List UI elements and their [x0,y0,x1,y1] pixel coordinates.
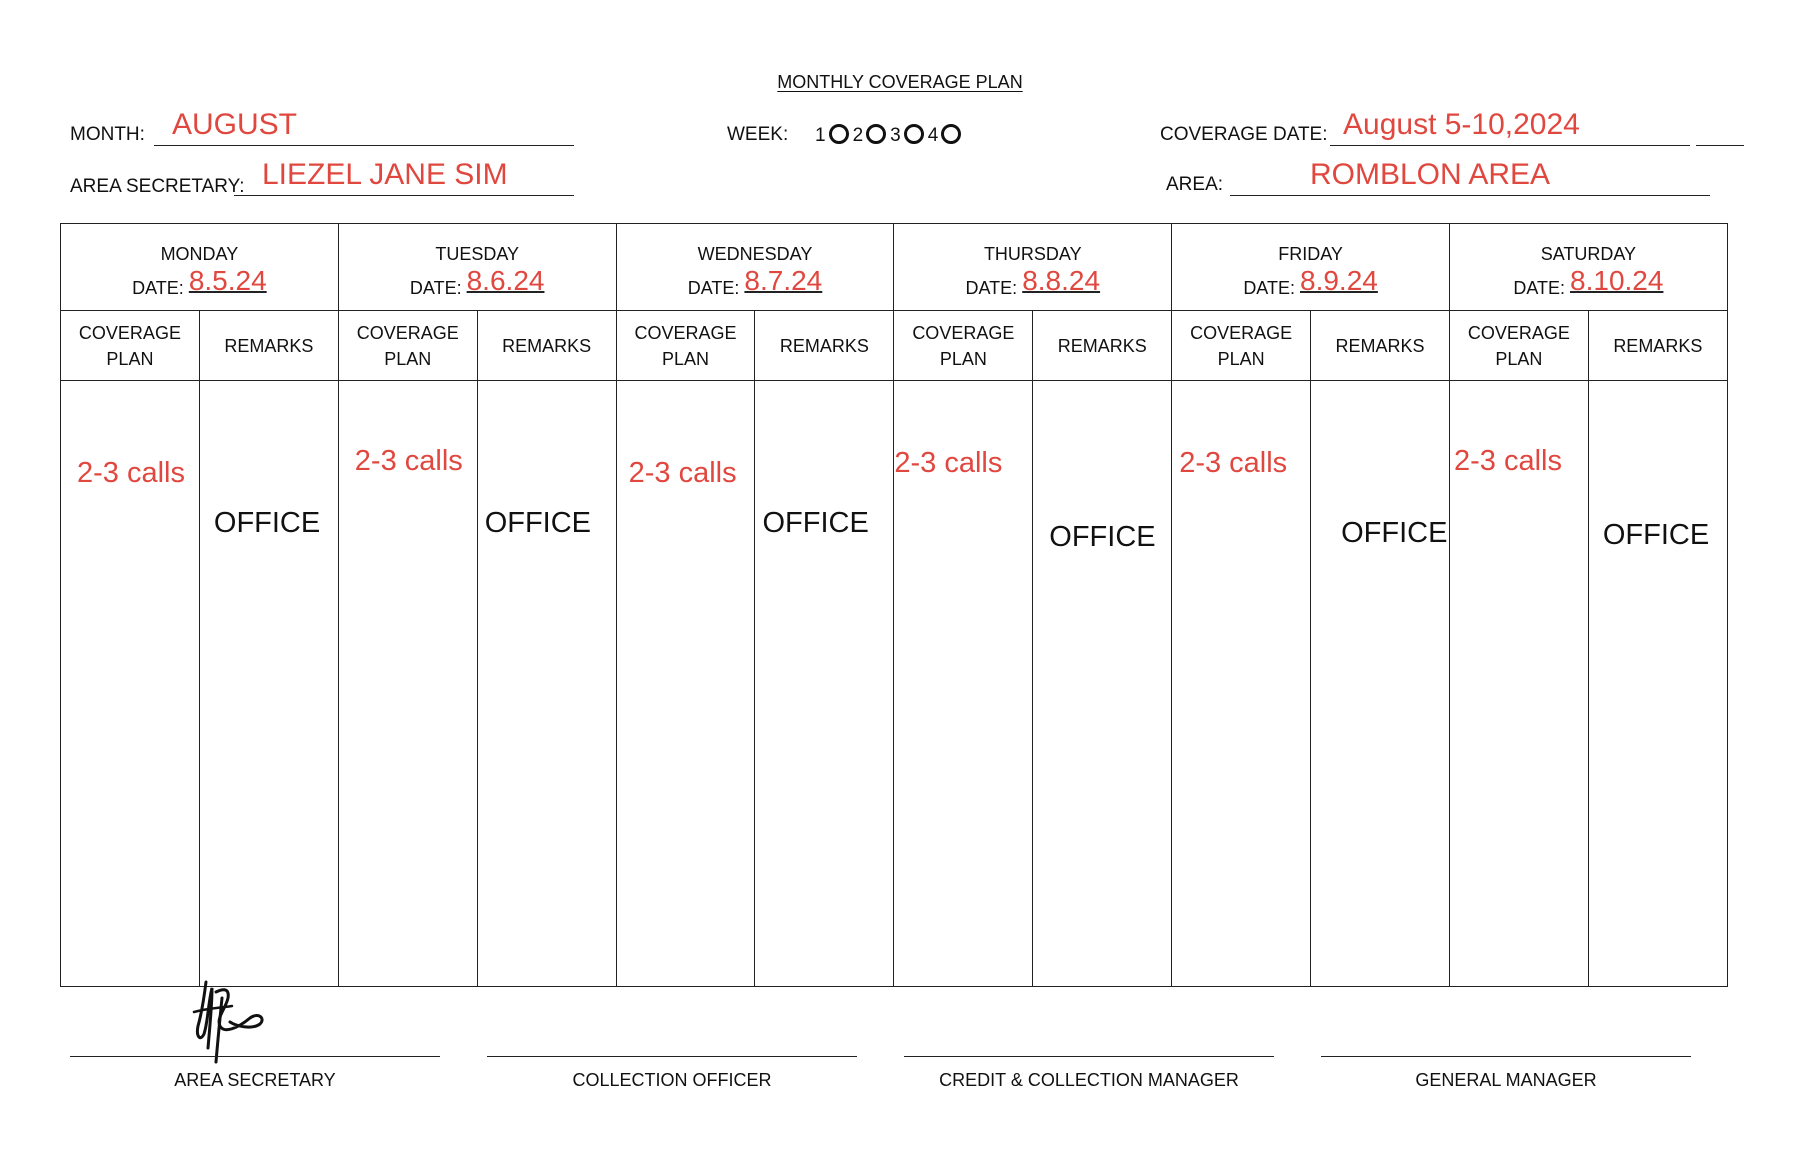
day-name: FRIDAY [1278,244,1343,264]
column-header-row [61,311,1728,381]
date-label: DATE: [965,278,1018,298]
coverage-plan-header: COVERAGE PLAN [1449,311,1588,381]
date-label: DATE: [132,278,184,298]
day-header-row [61,224,1728,311]
day-header-thursday [894,224,1172,311]
collection-officer-signature-line[interactable] [487,1056,857,1057]
general-manager-signature-label: GENERAL MANAGER [1415,1070,1597,1090]
coverage-plan-header: COVERAGE PLAN [61,311,200,381]
date-value-thursday[interactable]: 8.8.24 [1022,265,1101,296]
remarks-text: OFFICE [1049,521,1156,553]
remarks-header: REMARKS [1311,311,1450,381]
month-label: MONTH: [70,124,145,145]
coverage-plan-header: COVERAGE PLAN [616,311,755,381]
week-option-4-label: 4 [927,125,939,146]
date-label: DATE: [1513,278,1565,298]
month-field-line [154,145,574,146]
week-options [815,124,965,147]
remarks-header: REMARKS [199,311,338,381]
area-secretary-signature-label: AREA SECRETARY [174,1070,336,1090]
remarks-cell-saturday[interactable] [1588,381,1727,987]
coverage-date-value[interactable]: August 5-10,2024 [1343,108,1580,141]
day-name: THURSDAY [983,244,1082,264]
coverage-text: 2-3 calls [354,445,463,477]
credit-collection-manager-signature-line[interactable] [904,1056,1274,1057]
remarks-text: OFFICE [213,507,321,539]
date-label: DATE: [1243,278,1295,298]
coverage-date-field-line [1330,145,1690,146]
remarks-cell-friday[interactable] [1311,381,1450,987]
coverage-cell-saturday[interactable] [1449,381,1588,987]
date-value-tuesday[interactable]: 8.6.24 [466,265,545,296]
coverage-cell-thursday[interactable] [894,381,1033,987]
month-value[interactable]: AUGUST [172,108,298,141]
date-label: DATE: [687,278,740,298]
day-header-tuesday [338,224,616,311]
coverage-cell-tuesday[interactable] [338,381,477,987]
remarks-cell-wednesday[interactable] [755,381,894,987]
remarks-header: REMARKS [755,311,894,381]
date-label: DATE: [409,278,462,298]
day-name: TUESDAY [435,244,520,264]
coverage-cell-friday[interactable] [1172,381,1311,987]
coverage-text: 2-3 calls [1453,445,1562,477]
coverage-text: 2-3 calls [628,457,737,489]
general-manager-signature-line[interactable] [1321,1056,1691,1057]
date-line [1450,265,1727,301]
area-secretary-field-line [234,195,574,196]
area-secretary-label: AREA SECRETARY: [70,176,245,197]
plan-body-row [61,381,1728,987]
date-line [894,265,1171,301]
remarks-cell-monday[interactable] [199,381,338,987]
coverage-date-extra-line [1696,145,1744,146]
week-label: WEEK: [727,124,789,145]
date-line [339,265,616,301]
week-4-radio[interactable] [941,124,961,144]
remarks-header: REMARKS [477,311,616,381]
date-value-saturday[interactable]: 8.10.24 [1570,265,1664,296]
remarks-header: REMARKS [1033,311,1172,381]
coverage-text: 2-3 calls [1179,447,1288,479]
day-name: SATURDAY [1540,244,1637,264]
day-name: WEDNESDAY [697,244,813,264]
collection-officer-signature-label: COLLECTION OFFICER [572,1070,772,1090]
area-label: AREA: [1166,174,1224,195]
date-line [617,265,894,301]
form-title: MONTHLY COVERAGE PLAN [777,72,1023,92]
remarks-text: OFFICE [1341,517,1448,549]
day-name: MONDAY [160,244,239,264]
day-header-saturday [1449,224,1727,311]
day-header-wednesday [616,224,894,311]
remarks-cell-thursday[interactable] [1033,381,1172,987]
remarks-header: REMARKS [1588,311,1727,381]
credit-collection-manager-signature-label: CREDIT & COLLECTION MANAGER [939,1070,1239,1090]
day-header-monday [61,224,339,311]
date-value-monday[interactable]: 8.5.24 [188,265,267,296]
coverage-date-label: COVERAGE DATE: [1160,124,1328,145]
week-1-radio[interactable] [829,124,849,144]
day-header-friday [1172,224,1450,311]
week-option-3-label: 3 [890,125,901,146]
coverage-plan-table [60,223,1728,987]
date-line [1172,265,1449,301]
area-field-line [1230,195,1710,196]
coverage-plan-header: COVERAGE PLAN [338,311,477,381]
remarks-cell-tuesday[interactable] [477,381,616,987]
area-secretary-value[interactable]: LIEZEL JANE SIM [262,158,508,191]
remarks-text: OFFICE [484,507,592,539]
coverage-plan-header: COVERAGE PLAN [1172,311,1311,381]
area-value[interactable]: ROMBLON AREA [1310,158,1551,191]
coverage-plan-header: COVERAGE PLAN [894,311,1033,381]
remarks-text: OFFICE [1602,519,1710,551]
coverage-cell-wednesday[interactable] [616,381,755,987]
remarks-text: OFFICE [762,507,869,539]
date-value-friday[interactable]: 8.9.24 [1300,265,1378,296]
week-option-2-label: 2 [852,125,864,146]
week-3-radio[interactable] [904,124,924,144]
coverage-cell-monday[interactable] [61,381,200,987]
date-line [61,265,338,301]
week-option-1-label: 1 [815,125,826,146]
signature-image [190,978,280,1068]
date-value-wednesday[interactable]: 8.7.24 [744,265,823,296]
coverage-text: 2-3 calls [77,457,185,489]
area-secretary-signature-line[interactable] [70,1056,440,1057]
week-2-radio[interactable] [866,124,886,144]
coverage-text: 2-3 calls [894,447,1003,479]
